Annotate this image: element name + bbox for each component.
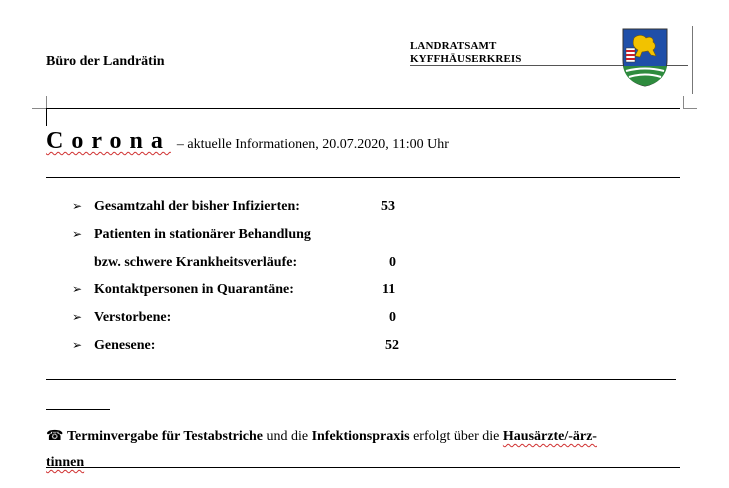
telephone-icon: ☎ [46, 428, 64, 444]
arrow-bullet-icon: ➢ [72, 227, 83, 241]
list-item-value: 11 [382, 282, 396, 297]
footer-text: erfolgt über die [409, 429, 503, 444]
list-item [72, 338, 155, 354]
list-item [72, 199, 300, 215]
list-item [72, 282, 294, 298]
arrow-bullet-icon: ➢ [72, 199, 83, 213]
list-item-label: Kontaktpersonen in Quarantäne: [94, 282, 294, 297]
list-item-label-continued: bzw. schwere Krankheitsverläufe: [94, 255, 298, 270]
divider [46, 467, 680, 468]
footer-text-bold: Infektionspraxis [311, 429, 410, 444]
divider [46, 379, 676, 380]
header-divider [692, 26, 693, 94]
list-item [72, 310, 171, 326]
corner-mark [683, 108, 697, 109]
title-word: Corona [46, 128, 171, 154]
footer-note [46, 423, 680, 476]
coat-of-arms-icon [620, 26, 670, 88]
list-item-value: 0 [389, 255, 396, 270]
content-frame-left [46, 108, 47, 126]
list-item-value: 0 [389, 310, 396, 325]
page-title [46, 128, 449, 155]
list-item-label: Genesene: [94, 338, 156, 353]
authority-name [410, 40, 522, 66]
footer-text: und die [262, 429, 312, 444]
list-item-value: 52 [385, 338, 399, 353]
footer-text-bold: Terminvergabe für Testabstriche [66, 429, 263, 444]
list-item-label: Verstorbene: [94, 310, 172, 325]
footer-text-bold: Hausärzte/-ärz- [502, 429, 597, 444]
divider [46, 177, 680, 178]
authority-line-1: LANDRATSAMT [410, 40, 497, 52]
arrow-bullet-icon: ➢ [72, 282, 83, 296]
arrow-bullet-icon: ➢ [72, 310, 83, 324]
title-subtitle: – aktuelle Informationen, 20.07.2020, 11:00 Uhr [176, 137, 449, 152]
office-name: Büro der Landrätin [46, 54, 165, 69]
content-frame-top [46, 108, 680, 109]
authority-line-2: KYFFHÄUSERKREIS [410, 53, 522, 65]
corner-mark [683, 96, 684, 108]
corner-mark [32, 108, 46, 109]
footnote-separator [46, 409, 110, 410]
list-item-label: Patienten in stationärer Behandlung [94, 227, 311, 242]
list-item [72, 227, 311, 243]
arrow-bullet-icon: ➢ [72, 338, 83, 352]
footer-text-bold: tinnen [46, 455, 85, 470]
corner-mark [46, 96, 47, 108]
list-item-label: Gesamtzahl der bisher Infizierten: [94, 199, 300, 214]
list-item-value: 53 [381, 199, 395, 214]
